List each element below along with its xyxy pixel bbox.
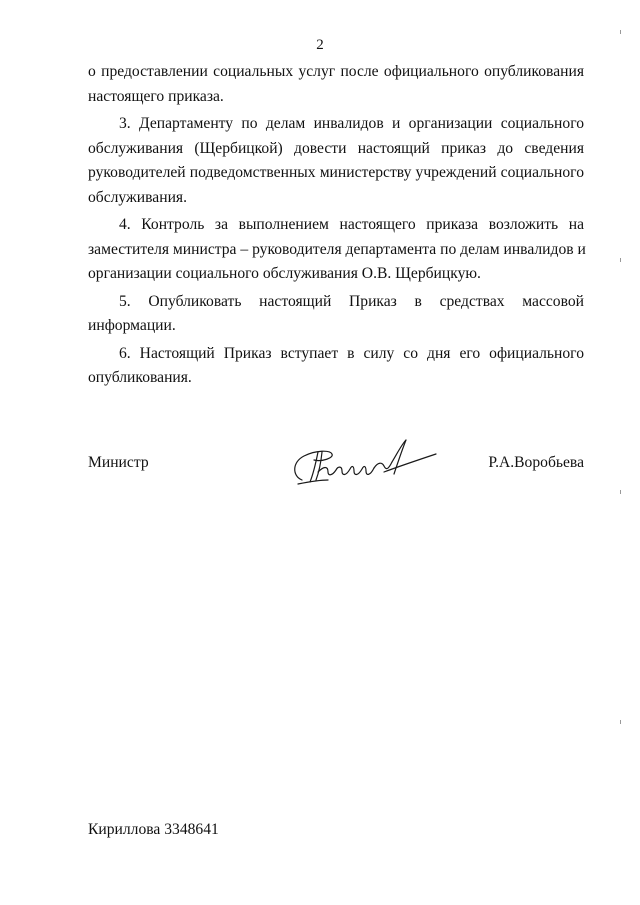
signatory-name: Р.А.Воробьева [488,454,584,471]
signatory-title: Министр [88,454,149,471]
text-line: обслуживания (Щербицкой) довести настоящий приказ до сведения [88,139,584,157]
text-line: организации социального обслуживания О.В. Щербицкую. [88,265,481,282]
paragraph-item-5 [88,290,584,339]
scan-edge-mark [620,30,621,34]
scan-edge-mark [620,720,621,724]
paragraph-item-3 [88,112,584,210]
paragraph-item-4 [88,213,584,287]
text-line: опубликования. [88,369,192,386]
paragraph-continuation [88,60,584,109]
text-line: информации. [88,317,176,334]
paragraph-item-6 [88,342,584,391]
text-line: заместителя министра – руководителя департамента по делам инвалидов и [88,240,586,258]
handwritten-signature-icon [288,436,438,488]
scan-edge-mark [620,258,621,262]
text-line: 6. Настоящий Приказ вступает в силу со дня его официального [119,344,584,362]
document-body [88,60,584,391]
executor-contact: Кириллова 3348641 [88,821,219,838]
text-line: 3. Департаменту по делам инвалидов и организации социального [119,115,584,132]
text-line: 4. Контроль за выполнением настоящего приказа возложить на [119,216,584,233]
text-line: руководителей подведомственных министерству учреждений социального [88,164,584,181]
text-line: 5. Опубликовать настоящий Приказ в средствах массовой [119,292,584,310]
signature-block [88,452,584,482]
scan-edge-mark [620,490,621,494]
page-number: 2 [316,37,324,53]
text-line: о предоставлении социальных услуг после официального опубликования [88,63,584,80]
text-line: обслуживания. [88,188,187,206]
text-line: настоящего приказа. [88,87,224,105]
